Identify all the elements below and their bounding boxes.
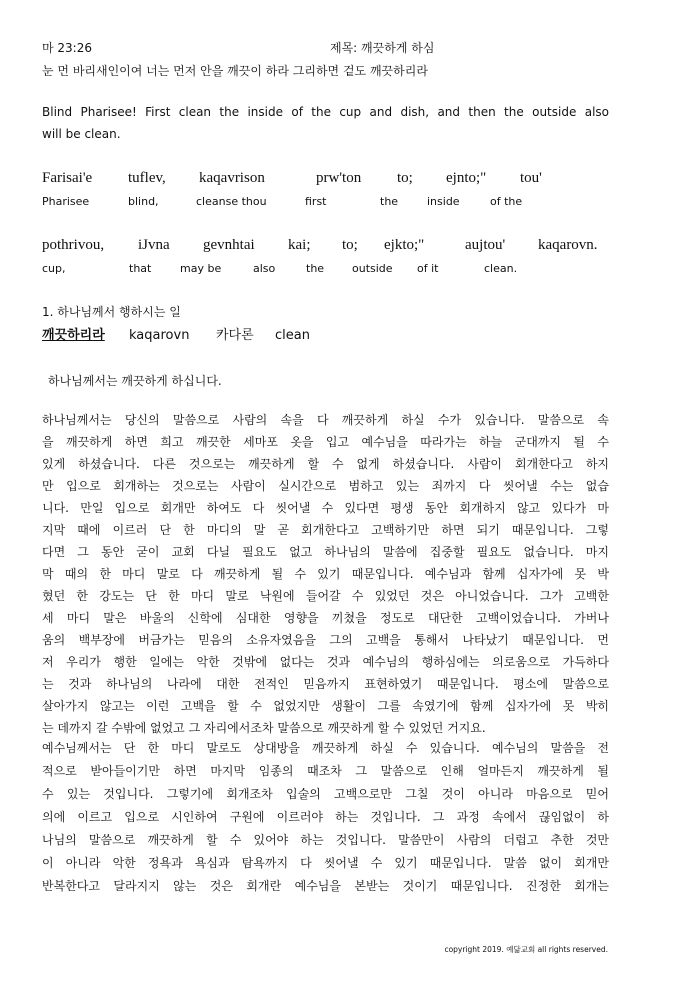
greek-word: prw'ton <box>316 170 362 186</box>
greek-word: kai; <box>288 237 311 253</box>
greek-word: aujtou' <box>465 237 506 253</box>
english-gloss: that <box>129 262 152 275</box>
copyright-footer: copyright 2019. 예닮교회 all rights reserved. <box>444 945 608 954</box>
greek-word: to; <box>342 237 358 253</box>
paragraph-line: 예수님께서는 단 한 마디 말로도 상대방을 깨끗하게 하실 수 있습니다. 예수님의 말씀을 전 <box>42 741 609 755</box>
paragraph-line: 막 때의 한 마디 말로 다 깨끗하게 될 수 있기 때문입니다. 예수님과 함께 십자가에 못 박 <box>42 567 609 581</box>
keyword-transliteration: 카다론 <box>216 328 254 343</box>
paragraph-line: 반복한다고 달라지지 않는 것은 회개란 예수님을 본받는 것이기 때문입니다. 진정한 회개는 <box>42 879 609 893</box>
paragraph-line: 는 데까지 갈 수밖에 없었고 그 자리에서조차 말씀으로 깨끗하게 할 수 있었던 거지요. <box>42 721 486 735</box>
english-gloss: Pharisee <box>42 195 90 208</box>
english-gloss: inside <box>427 195 460 208</box>
paragraph-line: 혔던 한 강도는 단 한 마디 말로 낙원에 들어갈 수 있었던 것은 아니었습니다. 그가 고백한 <box>42 589 609 603</box>
paragraph-line: 는 것과 하나님의 나라에 대한 전적인 믿음까지 표현하였기 때문입니다. 평소에 말씀으로 <box>42 677 609 691</box>
english-gloss: of it <box>417 262 439 275</box>
english-gloss: first <box>305 195 327 208</box>
english-gloss: cleanse thou <box>196 195 267 208</box>
sermon-title: 제목: 깨끗하게 하심 <box>330 41 435 55</box>
english-gloss: the <box>380 195 399 208</box>
english-gloss: clean. <box>484 262 518 275</box>
keyword-greek: kaqarovn <box>129 328 190 343</box>
greek-word: ejkto;" <box>384 237 425 253</box>
paragraph-line: 수 있는 것입니다. 그렇기에 회개조차 입술의 고백으로만 그칠 것이 아니라 마음으로 믿어 <box>42 787 609 801</box>
greek-word: ejnto;" <box>446 170 487 186</box>
english-gloss: the <box>306 262 325 275</box>
greek-word: tou' <box>520 170 542 186</box>
paragraph-line: 니다. 만일 입으로 회개만 하여도 다 씻어낼 수 있다면 평생 동안 회개하지 않고 있다가 마 <box>42 501 609 515</box>
paragraph-line: 저 우리가 행한 일에는 악한 것밖에 없다는 것과 예수님의 행하심에는 의로움으로 가득하다 <box>42 655 609 669</box>
english-gloss: may be <box>180 262 222 275</box>
paragraph-line: 살아가지 않고는 이런 고백을 할 수 없었지만 생활이 그를 속였기에 함께 십자가에 못 박히 <box>42 699 609 713</box>
paragraph-line: 하나님께서는 당신의 말씀으로 사람의 속을 다 깨끗하게 하실 수가 있습니다. 말씀으로 속 <box>42 413 609 427</box>
english-gloss: cup, <box>42 262 66 275</box>
paragraph-line: 나님의 말씀으로 깨끗하게 할 수 있어야 하는 것입니다. 말씀만이 사람의 더럽고 추한 것만 <box>42 833 609 847</box>
english-gloss: of the <box>490 195 523 208</box>
english-gloss: also <box>253 262 276 275</box>
greek-word: tuflev, <box>128 170 166 186</box>
greek-word: to; <box>397 170 413 186</box>
paragraph-line: 다면 그 동안 굳이 교회 다닐 필요도 없고 하나님의 말씀에 집중할 필요도 없습니다. 마지 <box>42 545 609 559</box>
verse-english-line-2: will be clean. <box>42 127 121 141</box>
verse-korean: 눈 먼 바리새인이여 너는 먼저 안을 깨끗이 하라 그리하면 겉도 깨끗하리라 <box>42 64 428 78</box>
keyword-english: clean <box>275 328 310 343</box>
paragraph-line: 을 깨끗하게 하면 희고 깨끗한 세마포 옷을 입고 예수님을 따라가는 하늘 군대까지 될 수 <box>42 435 609 449</box>
paragraph-line: 만 입으로 회개하는 것으로는 사람이 실시간으로 범하고 있는 죄까지 다 씻어낼 수는 없습 <box>42 479 609 493</box>
paragraph-line: 움의 백부장에 버금가는 믿음의 소유자였음을 그의 고백을 통해서 나타났기 때문입니다. 먼 <box>42 633 609 647</box>
verse-reference: 마 23:26 <box>42 41 92 55</box>
greek-word: pothrivou, <box>42 237 105 253</box>
paragraph-line: 있게 하셨습니다. 다른 것으로는 깨끗하게 할 수 없게 하셨습니다. 사람이 회개한다고 하지 <box>42 457 609 471</box>
greek-word: Farisai'e <box>42 170 93 186</box>
greek-word: kaqarovn. <box>538 237 598 253</box>
paragraph-line: 지막 때에 이르러 단 한 마디의 말 곧 회개한다고 고백하기만 하면 되기 때문입니다. 그렇 <box>42 523 609 537</box>
english-gloss: blind, <box>128 195 159 208</box>
paragraph-line: 적으로 받아들이기만 하면 마지막 임종의 때조차 그 말씀으로 인해 얼마든지 깨끗하게 될 <box>42 764 609 778</box>
greek-word: kaqavrison <box>199 170 265 186</box>
paragraph-line: 이 아니라 악한 정욕과 욕심과 탐욕까지 다 씻어낼 수 있기 때문입니다. 말씀 없이 회개만 <box>42 856 609 870</box>
greek-word: iJvna <box>138 237 170 253</box>
intro-sentence: 하나님께서는 깨끗하게 하십니다. <box>48 374 222 388</box>
english-gloss: outside <box>352 262 393 275</box>
paragraph-line: 세 마디 말은 바울의 신학에 심대한 영향을 끼쳤을 정도로 대단한 고백이었습니다. 가버나 <box>42 611 609 625</box>
section-heading: 1. 하나님께서 행하시는 일 <box>42 305 181 319</box>
paragraph-line: 의에 이르고 입으로 시인하여 구원에 이르러야 하는 것입니다. 그 과정 속에서 끊임없이 하 <box>42 810 609 824</box>
keyword-korean-word: 깨끗하리라 <box>42 328 105 343</box>
verse-english-line-1: Blind Pharisee! First clean the inside of the cup and dish, and then the outside also <box>42 105 609 119</box>
greek-word: gevnhtai <box>203 237 255 253</box>
